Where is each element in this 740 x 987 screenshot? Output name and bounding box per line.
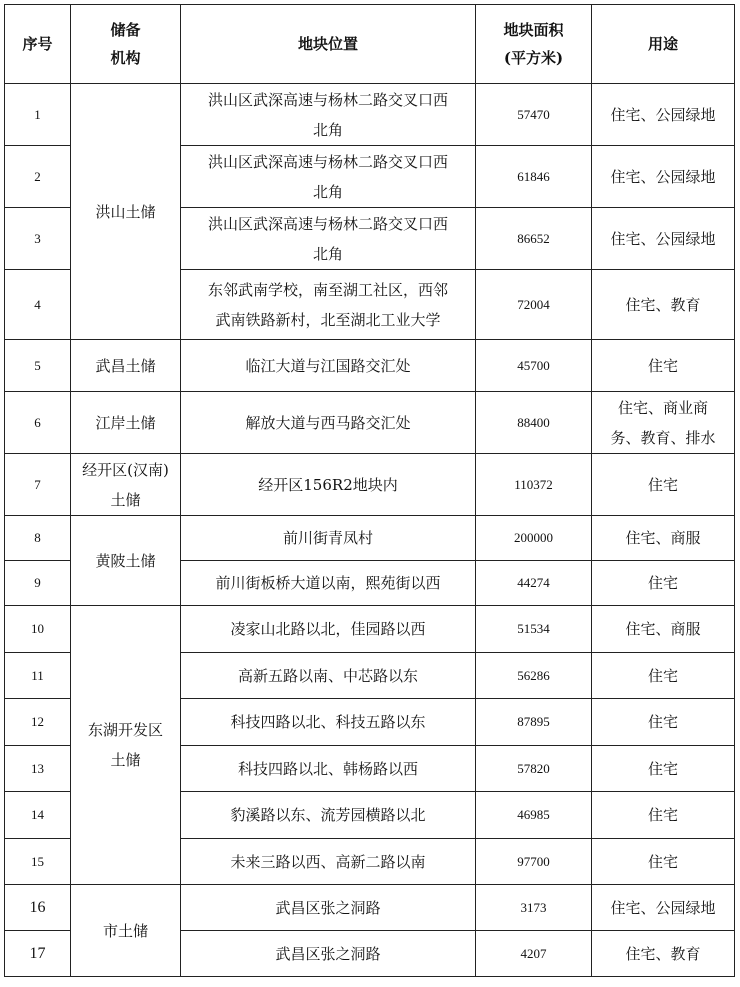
table-row xyxy=(5,606,735,653)
cell-seq: 1 xyxy=(5,84,71,146)
cell-location: 前川街青凤村 xyxy=(181,516,476,561)
location-line2: 北角 xyxy=(312,120,343,139)
cell-use xyxy=(592,392,735,454)
cell-area: 56286 xyxy=(476,653,592,699)
cell-seq: 5 xyxy=(5,340,71,392)
cell-seq: 14 xyxy=(5,792,71,839)
cell-seq: 11 xyxy=(5,653,71,699)
org-line1: 东湖开发区 xyxy=(87,721,163,739)
cell-seq: 13 xyxy=(5,746,71,792)
cell-use: 住宅 xyxy=(592,746,735,792)
cell-area: 45700 xyxy=(476,340,592,392)
cell-seq: 7 xyxy=(5,454,71,516)
cell-seq: 4 xyxy=(5,270,71,340)
cell-org xyxy=(71,606,181,885)
cell-area: 72004 xyxy=(476,270,592,340)
cell-seq: 16 xyxy=(5,885,71,931)
cell-use: 住宅 xyxy=(592,454,735,516)
cell-location: 未来三路以西、高新二路以南 xyxy=(181,839,476,885)
cell-location xyxy=(181,146,476,208)
cell-org: 武昌土储 xyxy=(71,340,181,392)
cell-seq: 15 xyxy=(5,839,71,885)
cell-location: 豹溪路以东、流芳园横路以北 xyxy=(181,792,476,839)
cell-org: 江岸土储 xyxy=(71,392,181,454)
org-line2: 土储 xyxy=(110,751,141,769)
cell-use: 住宅、公园绿地 xyxy=(592,885,735,931)
cell-area: 110372 xyxy=(476,454,592,516)
cell-location: 解放大道与西马路交汇处 xyxy=(181,392,476,454)
location-line1: 洪山区武深高速与杨林二路交叉口西 xyxy=(207,152,448,171)
cell-use: 住宅 xyxy=(592,561,735,606)
table-row xyxy=(5,885,735,931)
cell-seq: 9 xyxy=(5,561,71,606)
location-line1: 东邻武南学校，南至湖工社区，西邻 xyxy=(207,280,448,299)
cell-location: 武昌区张之洞路 xyxy=(181,885,476,931)
cell-use: 住宅、教育 xyxy=(592,270,735,340)
cell-area: 44274 xyxy=(476,561,592,606)
cell-seq: 17 xyxy=(5,931,71,977)
cell-seq: 12 xyxy=(5,699,71,746)
cell-use: 住宅、公园绿地 xyxy=(592,208,735,270)
cell-area: 88400 xyxy=(476,392,592,454)
location-line1: 洪山区武深高速与杨林二路交叉口西 xyxy=(207,214,448,233)
cell-area: 97700 xyxy=(476,839,592,885)
cell-org: 黄陂土储 xyxy=(71,516,181,606)
cell-use: 住宅 xyxy=(592,839,735,885)
cell-use: 住宅 xyxy=(592,653,735,699)
cell-org xyxy=(71,454,181,516)
cell-location: 科技四路以北、韩杨路以西 xyxy=(181,746,476,792)
table-row xyxy=(5,340,735,392)
header-org-line1: 储备 xyxy=(110,21,141,39)
org-line1: 经开区(汉南) xyxy=(82,460,169,479)
table-row xyxy=(5,516,735,561)
cell-location xyxy=(181,270,476,340)
cell-org: 市土储 xyxy=(71,885,181,977)
location-line2: 武南铁路新村，北至湖北工业大学 xyxy=(215,310,441,329)
cell-location: 科技四路以北、科技五路以东 xyxy=(181,699,476,746)
cell-use: 住宅、教育 xyxy=(592,931,735,977)
table-row xyxy=(5,392,735,454)
cell-area: 200000 xyxy=(476,516,592,561)
cell-seq: 3 xyxy=(5,208,71,270)
cell-location xyxy=(181,208,476,270)
cell-seq: 8 xyxy=(5,516,71,561)
header-org-line2: 机构 xyxy=(110,49,141,67)
use-line1: 住宅、商业商 xyxy=(617,398,708,417)
cell-area: 3173 xyxy=(476,885,592,931)
header-area-line1: 地块面积 xyxy=(503,21,564,39)
cell-use: 住宅 xyxy=(592,699,735,746)
cell-use: 住宅、公园绿地 xyxy=(592,84,735,146)
land-reserve-table xyxy=(4,4,735,977)
cell-seq: 2 xyxy=(5,146,71,208)
cell-area: 4207 xyxy=(476,931,592,977)
cell-location: 武昌区张之洞路 xyxy=(181,931,476,977)
cell-use: 住宅 xyxy=(592,340,735,392)
use-line2: 务、教育、排水 xyxy=(610,428,716,447)
cell-seq: 6 xyxy=(5,392,71,454)
cell-area: 46985 xyxy=(476,792,592,839)
table-row xyxy=(5,84,735,146)
header-location: 地块位置 xyxy=(181,5,476,84)
cell-use: 住宅、商服 xyxy=(592,606,735,653)
header-use: 用途 xyxy=(592,5,735,84)
header-area xyxy=(476,5,592,84)
header-area-line2: (平方米) xyxy=(503,49,564,67)
cell-seq: 10 xyxy=(5,606,71,653)
cell-use: 住宅 xyxy=(592,792,735,839)
cell-area: 57470 xyxy=(476,84,592,146)
cell-location: 凌家山北路以北，佳园路以西 xyxy=(181,606,476,653)
cell-location: 前川街板桥大道以南，熙苑街以西 xyxy=(181,561,476,606)
cell-area: 61846 xyxy=(476,146,592,208)
cell-area: 51534 xyxy=(476,606,592,653)
header-row xyxy=(5,5,735,84)
cell-area: 87895 xyxy=(476,699,592,746)
cell-area: 57820 xyxy=(476,746,592,792)
cell-location: 高新五路以南、中芯路以东 xyxy=(181,653,476,699)
header-seq: 序号 xyxy=(5,5,71,84)
cell-area: 86652 xyxy=(476,208,592,270)
location-line2: 北角 xyxy=(312,182,343,201)
org-line2: 土储 xyxy=(110,490,141,509)
location-line2: 北角 xyxy=(312,244,343,263)
cell-use: 住宅、商服 xyxy=(592,516,735,561)
location-line1: 洪山区武深高速与杨林二路交叉口西 xyxy=(207,90,448,109)
header-org xyxy=(71,5,181,84)
cell-location: 经开区156R2地块内 xyxy=(181,454,476,516)
cell-location xyxy=(181,84,476,146)
cell-location: 临江大道与江国路交汇处 xyxy=(181,340,476,392)
cell-org: 洪山土储 xyxy=(71,84,181,340)
table-row xyxy=(5,454,735,516)
cell-use: 住宅、公园绿地 xyxy=(592,146,735,208)
